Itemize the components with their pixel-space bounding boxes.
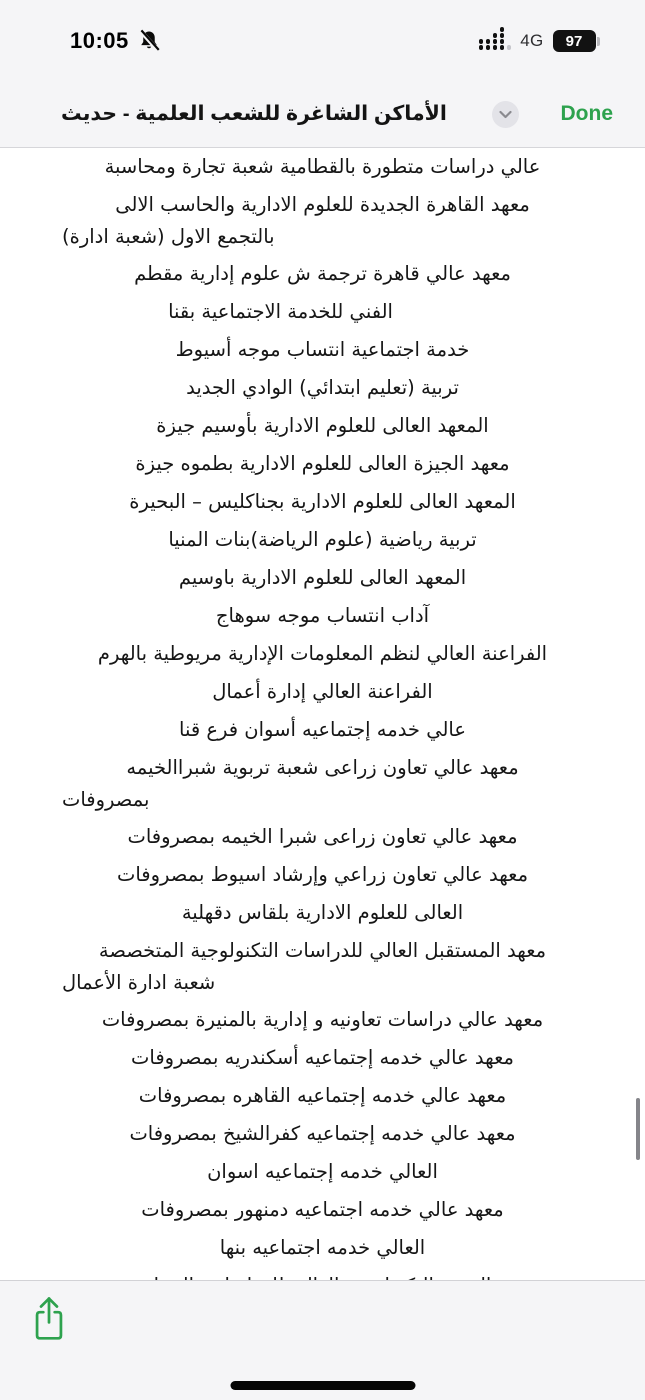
document-line: معهد عالي خدمه إجتماعيه أسكندريه بمصروفات bbox=[131, 1046, 514, 1069]
document-line: معهد عالي خدمه إجتماعيه القاهره بمصروفات bbox=[138, 1084, 507, 1107]
title-menu-button[interactable] bbox=[492, 101, 519, 128]
network-type-label: 4G bbox=[520, 31, 544, 50]
document-line: معهد القاهرة الجديدة للعلوم الادارية والحاسب الالى bbox=[115, 193, 530, 216]
document-line: الفني للخدمة الاجتماعية بقنا bbox=[168, 300, 393, 323]
document-line: معهد عالي تعاون زراعي وإرشاد اسيوط بمصروفات bbox=[116, 863, 529, 886]
document-content bbox=[0, 148, 645, 1280]
document-line: معهد عالي خدمه إجتماعيه كفرالشيخ بمصروفات bbox=[129, 1122, 516, 1145]
document-line: العالى للعلوم الادارية بلقاس دقهلية bbox=[181, 901, 464, 924]
document-line: الفراعنة العالي لنظم المعلومات الإدارية مريوطية بالهرم bbox=[97, 642, 548, 665]
document-line: عالي خدمه إجتماعيه أسوان فرع قنا bbox=[179, 718, 466, 741]
document-line: الفراعنة العالي إدارة أعمال bbox=[212, 680, 433, 703]
status-right bbox=[479, 30, 600, 52]
document-line: بمصروفات bbox=[62, 788, 150, 811]
document-line: خدمة اجتماعية انتساب موجه أسيوط bbox=[175, 338, 470, 361]
bottom-toolbar bbox=[0, 1280, 645, 1400]
status-bar bbox=[70, 24, 600, 58]
home-indicator[interactable] bbox=[230, 1381, 415, 1390]
battery-icon bbox=[553, 30, 601, 52]
document-line: المعهد العالى للعلوم الادارية باوسيم bbox=[178, 566, 467, 589]
document-line: المعهد العالى للعلوم الادارية بجناكليس – البحيرة bbox=[129, 490, 516, 513]
clock: 10:05 bbox=[70, 28, 129, 53]
document-line: معهد المستقبل العالي للدراسات التكنولوجية المتخصصة bbox=[98, 939, 547, 962]
title-bar bbox=[0, 88, 645, 140]
bell-slash-icon bbox=[136, 28, 162, 54]
document-line: معهد عالي تعاون زراعى شبرا الخيمه بمصروفات bbox=[127, 825, 518, 848]
document-line: تربية (تعليم ابتدائي) الوادي الجديد bbox=[186, 376, 459, 399]
document-line: عالي دراسات متطورة بالقطامية شعبة تجارة ومحاسبة bbox=[104, 155, 541, 178]
document-line: العالي خدمه اجتماعيه بنها bbox=[219, 1236, 426, 1259]
document-line: معهد الجيزة العالى للعلوم الادارية بطموه جيزة bbox=[135, 452, 510, 475]
document-title: الأماكن الشاغرة للشعب العلمية - حديث bbox=[61, 102, 447, 125]
document-line: معهد عالي دراسات تعاونيه و إدارية بالمنيرة بمصروفات bbox=[101, 1008, 544, 1031]
chevron-down-icon bbox=[499, 110, 512, 119]
top-chrome bbox=[0, 0, 645, 148]
document-line: المعهد العالى للعلوم الادارية بأوسيم جيزة bbox=[156, 414, 489, 437]
done-button[interactable]: Done bbox=[561, 88, 614, 140]
document-line: شعبة ادارة الأعمال bbox=[62, 971, 216, 994]
document-line: معهد عالي تعاون زراعى شعبة تربوية شبراالخيمه bbox=[126, 756, 519, 779]
document-line: بالتجمع الاول (شعبة ادارة) bbox=[62, 225, 275, 248]
battery-percent: 97 bbox=[565, 32, 583, 50]
share-button[interactable] bbox=[28, 1293, 74, 1345]
document-line: تربية رياضية (علوم الرياضة)بنات المنيا bbox=[168, 528, 477, 551]
cellular-signal-icon bbox=[479, 33, 512, 50]
scrollbar-thumb[interactable] bbox=[636, 1098, 640, 1160]
status-left bbox=[70, 28, 162, 54]
battery-cap bbox=[597, 37, 600, 46]
document-line: آداب انتساب موجه سوهاج bbox=[215, 604, 430, 627]
share-icon bbox=[28, 1294, 74, 1344]
document-line: معهد عالي خدمه اجتماعيه دمنهور بمصروفات bbox=[141, 1198, 504, 1221]
document-line: معهد عالي قاهرة ترجمة ش علوم إدارية مقطم bbox=[134, 262, 511, 285]
document-line: العالي خدمه إجتماعيه اسوان bbox=[207, 1160, 438, 1183]
